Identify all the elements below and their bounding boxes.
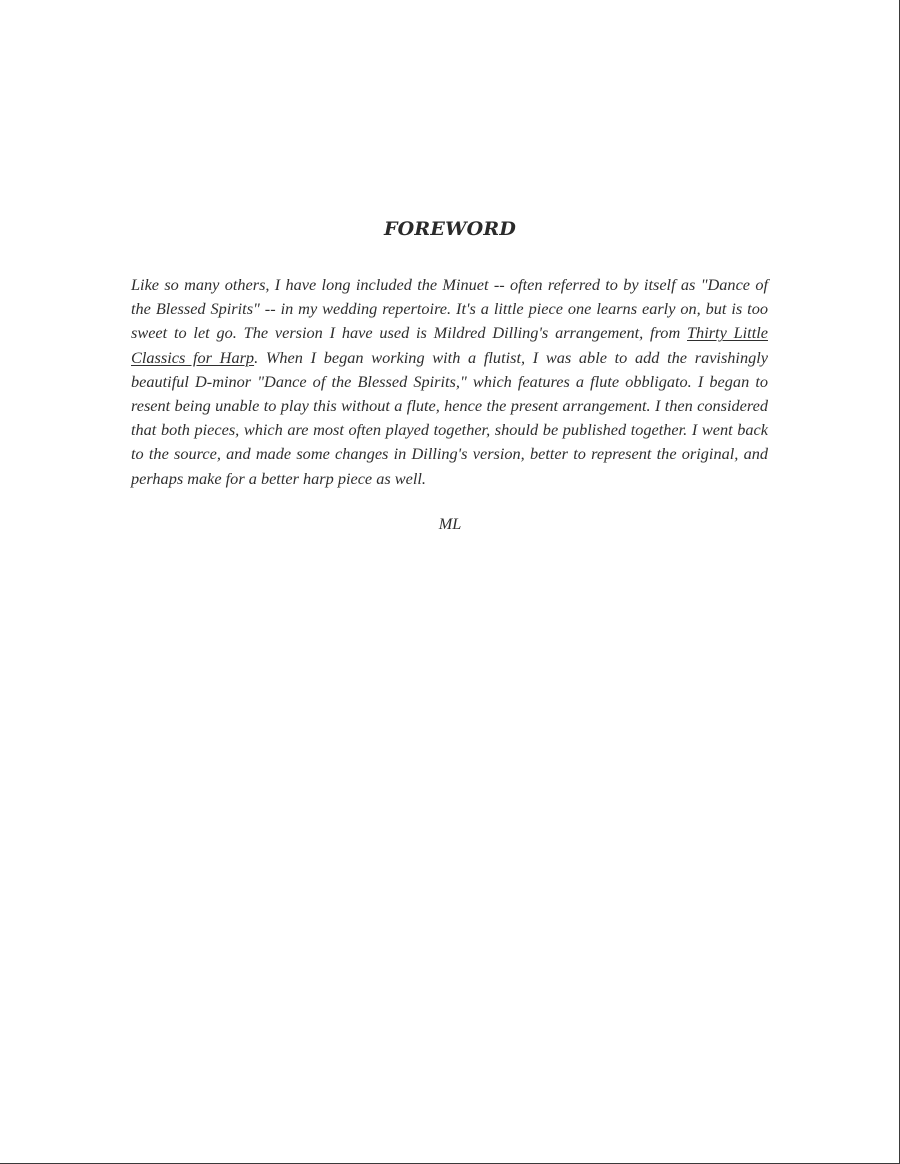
paragraph-text-part1: Like so many others, I have long included the Minuet -- often referred to by itself as "Dance of the Blessed Spirits" -- in my wedding repertoire. It's a little piece one learns early on, but is too sweet to let go. The version I have used is Mildred Dilling's arrangement, from xyxy=(131,275,768,343)
paragraph-text-part2: . When I began working with a flutist, I was able to add the ravishingly beautiful D-minor "Dance of the Blessed Spirits," which features a flute obbligato. I began to resent being unable to play this without a flute, hence the present arrangement. I then considered that both pieces, which are most often played together, should be published together. I went back to the source, and made some changes in Dilling's version, better to represent the original, and perhaps make for a better harp piece as well. xyxy=(131,347,768,488)
signature: ML xyxy=(438,514,462,533)
foreword-paragraph xyxy=(131,273,768,491)
book-title: Thirty Little Classics for Harp xyxy=(131,323,768,367)
foreword-title: FOREWORD xyxy=(383,218,517,240)
